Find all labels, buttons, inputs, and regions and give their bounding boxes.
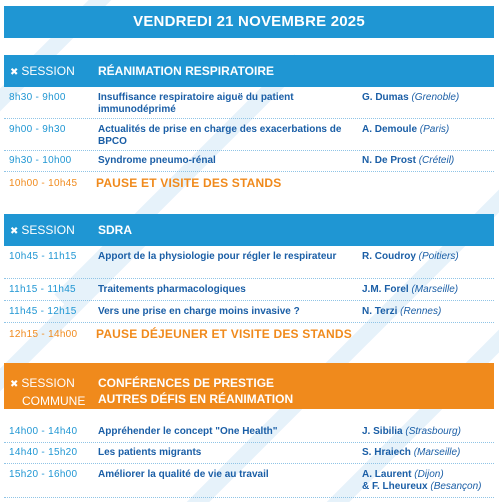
- cross-icon: ✖: [10, 379, 19, 390]
- day-header: VENDREDI 21 NOVEMBRE 2025: [4, 6, 494, 38]
- talk-title: Insuffisance respiratoire aiguë du patient immunodéprimé: [98, 92, 294, 115]
- time-slot: 15h20 - 16h00: [9, 469, 78, 480]
- time-slot: 9h00 - 9h30: [9, 124, 66, 135]
- speaker: N. De Prost (Créteil): [362, 155, 455, 166]
- session-keyword: ✖ SESSION COMMUNE: [10, 376, 86, 408]
- speaker: G. Dumas (Grenoble): [362, 92, 460, 103]
- cross-icon: ✖: [10, 226, 19, 237]
- session-header-respiratory: [4, 55, 494, 87]
- time-slot: 12h15 - 14h00: [9, 329, 78, 340]
- talk-title: Appréhender le concept "One Health": [98, 426, 278, 437]
- cross-icon: ✖: [10, 67, 19, 78]
- talk-title: Actualités de prise en charge des exacerbations de BPCO: [98, 124, 342, 147]
- speaker: A. Laurent (Dijon) & F. Lheureux (Besançon): [362, 469, 482, 492]
- time-slot: 9h30 - 10h00: [9, 155, 72, 166]
- session-keyword: ✖ SESSION: [10, 64, 75, 78]
- session-header-prestige: [4, 363, 494, 409]
- talk-title: Vers une prise en charge moins invasive ?: [98, 306, 300, 317]
- talk-title: Traitements pharmacologiques: [98, 284, 246, 295]
- speaker: A. Demoule (Paris): [362, 124, 450, 135]
- talk-title: Les patients migrants: [98, 447, 202, 458]
- time-slot: 8h30 - 9h00: [9, 92, 66, 103]
- time-slot: 11h45 - 12h15: [9, 306, 77, 317]
- row-divider: [4, 118, 494, 119]
- time-slot: 10h00 - 10h45: [9, 178, 78, 189]
- row-divider: [4, 150, 494, 151]
- time-slot: 14h40 - 15h20: [9, 447, 78, 458]
- row-divider: [4, 278, 494, 279]
- row-divider: [4, 171, 494, 172]
- pause-label: PAUSE DÉJEUNER ET VISITE DES STANDS: [96, 327, 352, 341]
- speaker: N. Terzi (Rennes): [362, 306, 442, 317]
- time-slot: 10h45 - 11h15: [9, 251, 77, 262]
- speaker: S. Hraiech (Marseille): [362, 447, 461, 458]
- session-header-sdra: [4, 214, 494, 246]
- pause-label: PAUSE ET VISITE DES STANDS: [96, 176, 282, 190]
- row-divider: [4, 497, 494, 498]
- session-title: CONFÉRENCES DE PRESTIGE AUTRES DÉFIS EN RÉANIMATION: [98, 376, 294, 406]
- time-slot: 14h00 - 14h40: [9, 426, 78, 437]
- talk-title: Syndrome pneumo-rénal: [98, 155, 216, 166]
- speaker: J. Sibilia (Strasbourg): [362, 426, 461, 437]
- row-divider: [4, 322, 494, 323]
- speaker: R. Coudroy (Poitiers): [362, 251, 459, 262]
- time-slot: 11h15 - 11h45: [9, 284, 76, 295]
- talk-title: Améliorer la qualité de vie au travail: [98, 469, 269, 480]
- speaker: J.M. Forel (Marseille): [362, 284, 459, 295]
- session-title: SDRA: [98, 223, 133, 237]
- row-divider: [4, 300, 494, 301]
- row-divider: [4, 463, 494, 464]
- session-keyword: ✖ SESSION: [10, 223, 75, 237]
- row-divider: [4, 442, 494, 443]
- session-title: RÉANIMATION RESPIRATOIRE: [98, 64, 275, 78]
- talk-title: Apport de la physiologie pour régler le respirateur: [98, 251, 337, 262]
